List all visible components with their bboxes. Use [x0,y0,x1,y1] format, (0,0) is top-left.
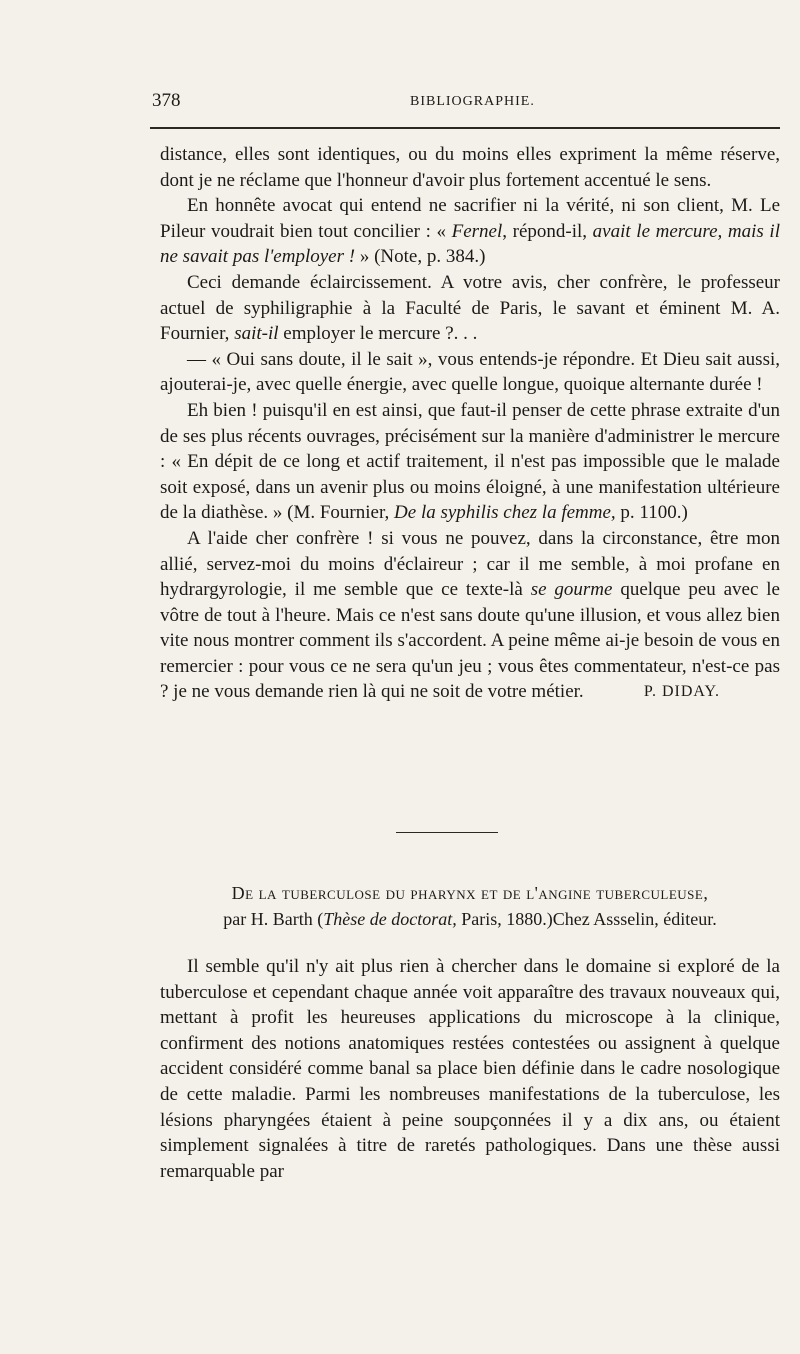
letter-text [160,142,780,705]
page-header [0,90,800,114]
paragraph: Ceci demande éclaircissement. A votre avis, cher confrère, le professeur actuel de syphiligraphie à la Faculté de Paris, le savant et éminent M. A. Fournier, sait-il employer le mercure ?. . . [160,271,780,345]
review-title: De la tuberculose du pharynx et de l'angine tuberculeuse, par H. Barth (Thèse de doctorat, Paris, 1880.)Chez Assselin, éditeur. [223,883,717,929]
paragraph: Il semble qu'il n'y ait plus rien à chercher dans le domaine si exploré de la tuberculose et cependant chaque année voit apparaître des travaux nouveaux qui, mettant à profit les heureuses applications du microscope à la clinique, confirment des notions anatomiques restées contestées ou assignent à quelque accident considéré comme banal sa place bien définie dans le cadre nosologique de cette maladie. Parmi les nombreuses manifestations de la tuberculose, les lésions pharyngées étaient à peine soupçonnées il y a dix ans, ou étaient simplement signalées à titre de raretés pathologiques. Dans une thèse aussi remarquable par [160,956,780,1182]
paragraph: A l'aide cher confrère ! si vous ne pouvez, dans la circonstance, être mon allié, servez-moi du moins d'éclaireur ; car il me semble, à moi profane en hydrargyrologie, il me semble que ce texte-là se gourme quelque peu avec le vôtre de tout à l'heure. Mais ce n'est sans doute qu'une illusion, et vous allez bien vite nous montrer comment ils s'accordent. A peine même ai-je besoin de vous en remercier : pour vous ce ne sera qu'un jeu ; vous êtes commentateur, n'est-ce pas ? je ne vous demande rien là qui ne soit de votre métier. P. DIDAY. [160,526,780,705]
paragraph: Eh bien ! puisqu'il en est ainsi, que faut-il penser de cette phrase extraite d'un de ses plus récents ouvrages, précisément sur la manière d'administrer le mercure : « En dépit de ce long et actif traitement, il n'est pas impossible que le malade soit exposé, dans un avenir plus ou moins éloigné, à une manifestation ultérieure de la diathèse. » (M. Fournier, De la syphilis chez la femme, p. 1100.) [160,399,780,524]
paragraph: distance, elles sont identiques, ou du moins elles expriment la même réserve, dont je ne réclame que l'honneur d'avoir plus fortement accentué le sens. [160,144,780,191]
running-head: BIBLIOGRAPHIE. [410,94,535,109]
review-body [160,954,780,1184]
paragraph: — « Oui sans doute, il le sait », vous entends-je répondre. Et Dieu sait aussi, ajouterai-je, avec quelle énergie, avec quelle longue, quoique alternante durée ! [160,348,780,396]
paragraph: En honnête avocat qui entend ne sacrifier ni la vérité, ni son client, M. Le Pileur voudrait bien tout concilier : « Fernel, répond-il, avait le mercure, mais il ne savait pas l'employer ! » (Note, p. 384.) [160,195,780,268]
review-section [160,880,780,1184]
page-number: 378 [152,90,181,111]
section-separator [396,832,498,833]
header-rule [150,127,780,129]
signature: P. DIDAY. [643,683,720,701]
